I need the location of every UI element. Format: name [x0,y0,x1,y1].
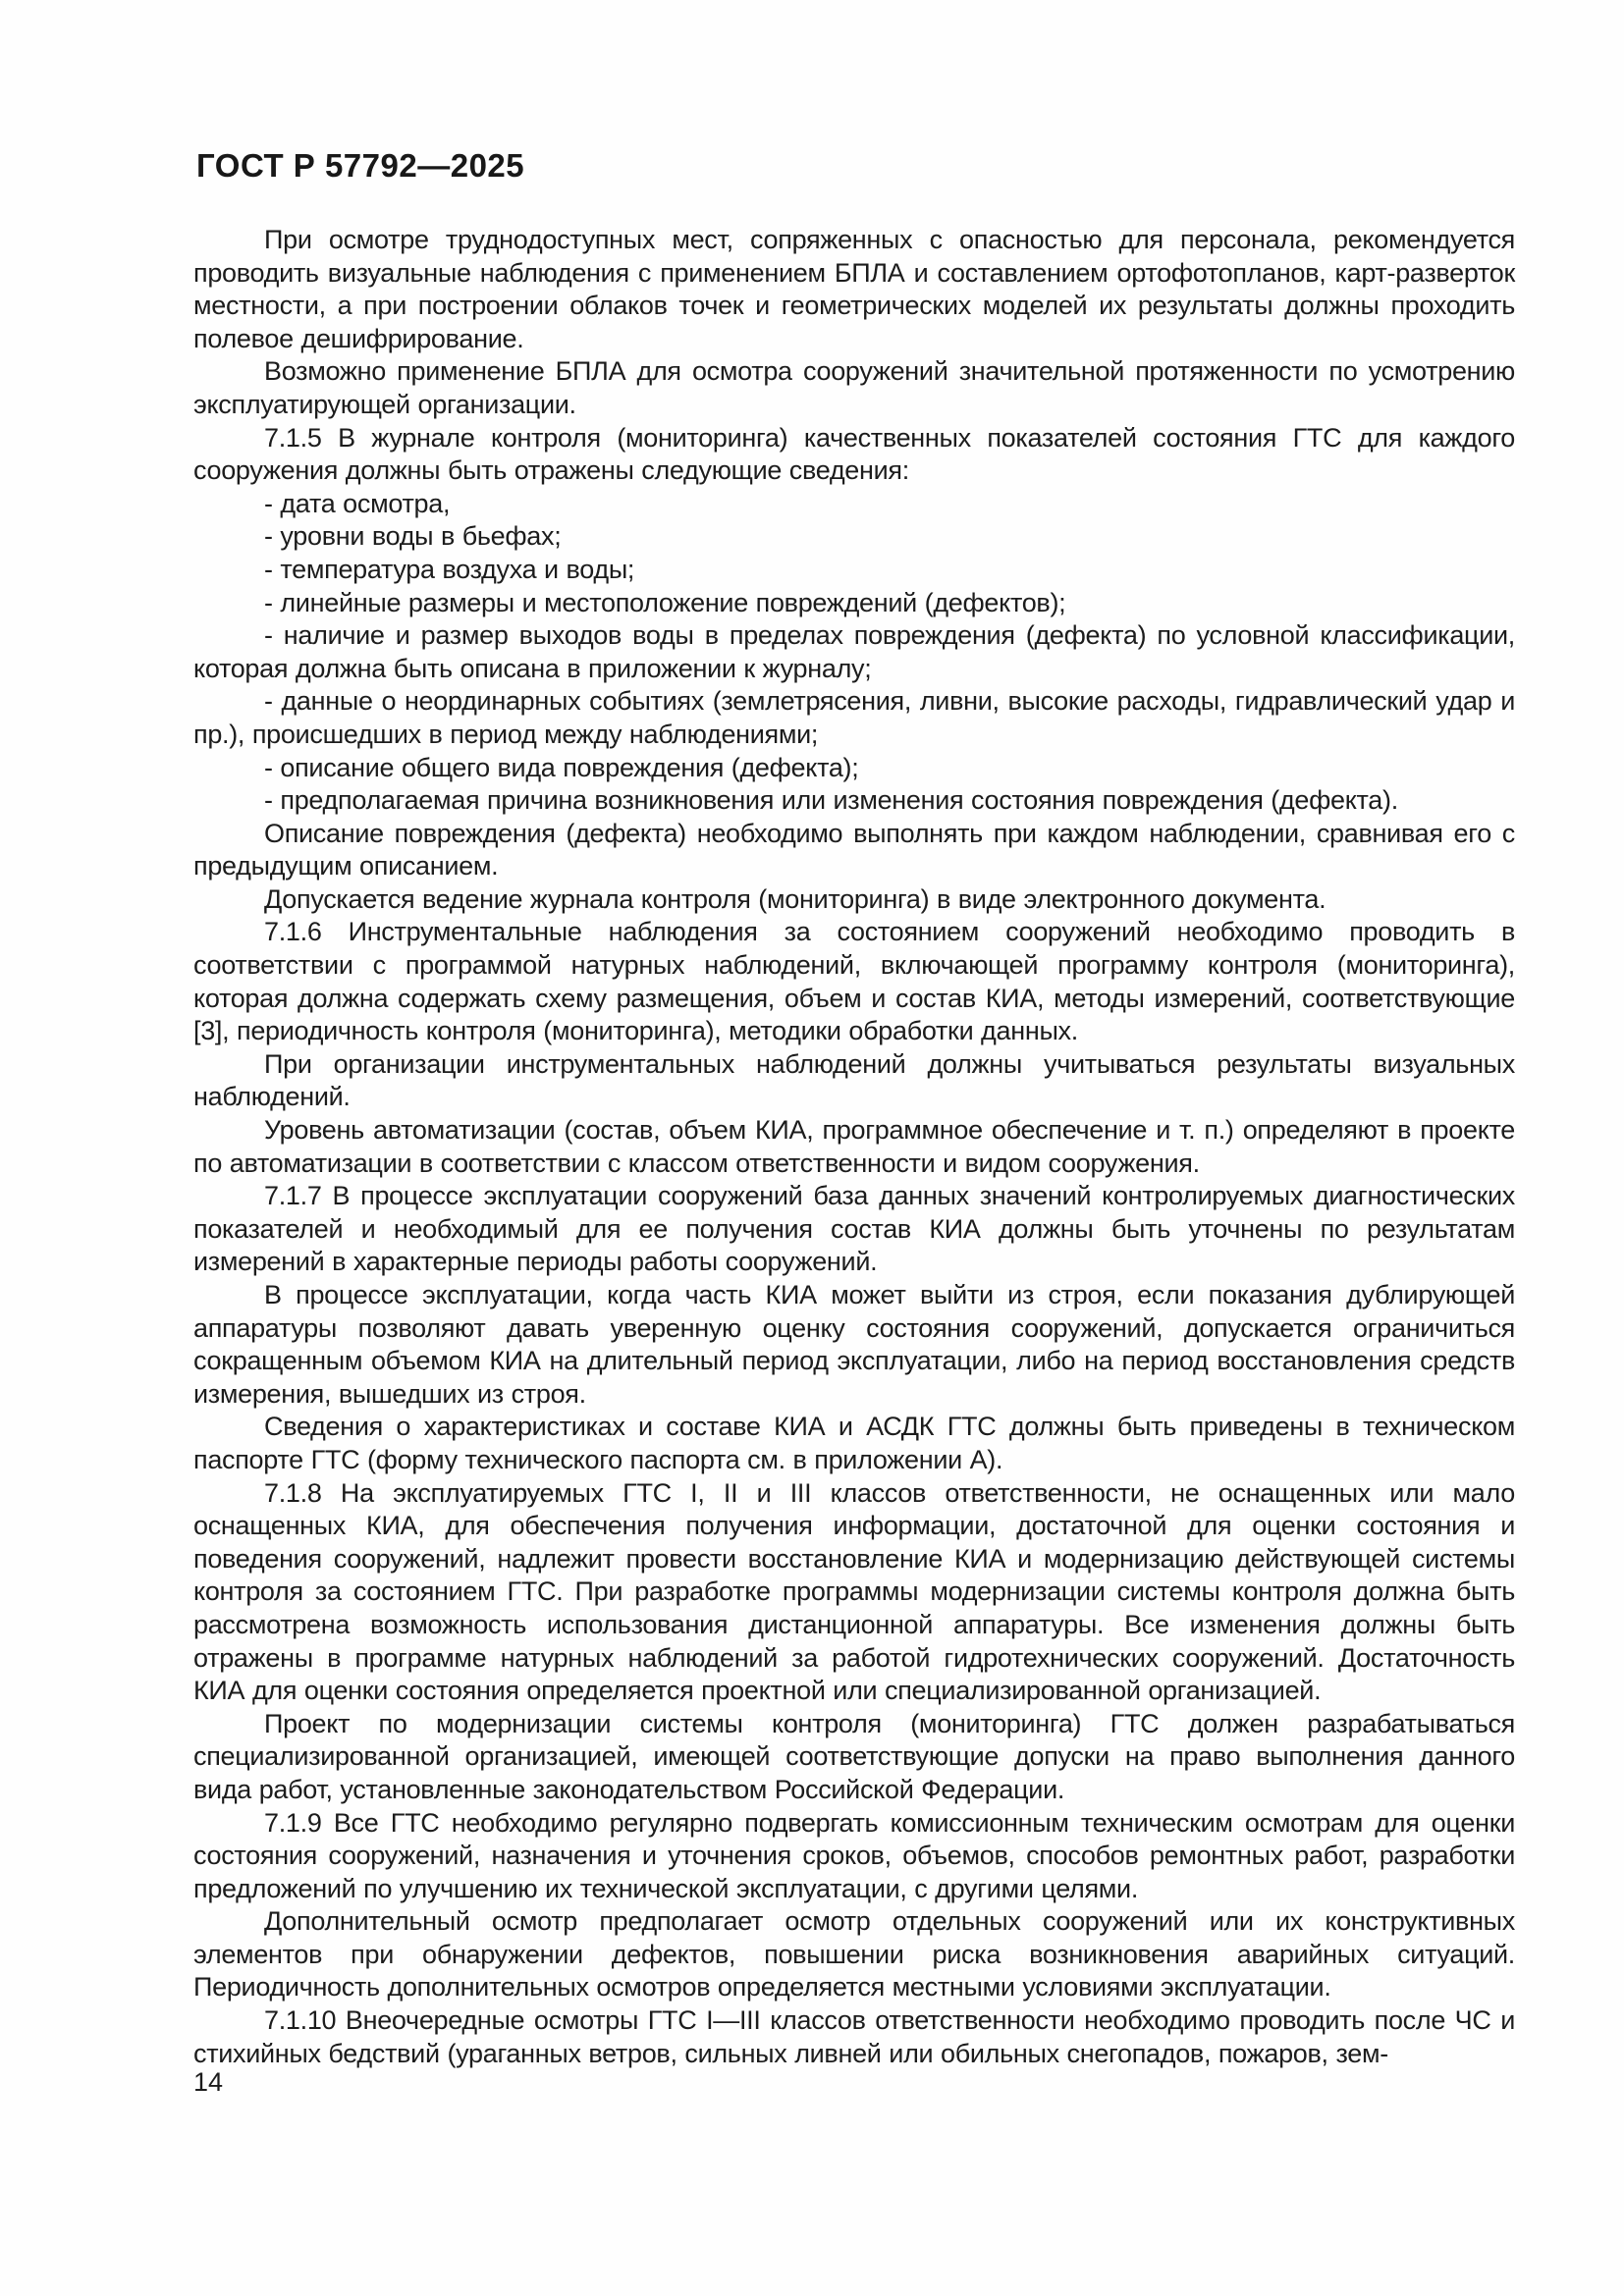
document-body [193,224,1515,2070]
paragraph: Описание повреждения (дефекта) необходимо выполнять при каждом наблюдении, сравнивая его с предыдущим описанием. [193,818,1515,881]
list-item: - данные о неординарных событиях (землетрясения, ливни, высокие расходы, гидравлический удар и пр.), происшедших в период между наблюдениями; [193,686,1515,749]
list-item: - дата осмотра, [264,488,451,518]
paragraph: 7.1.6 Инструментальные наблюдения за состоянием сооружений необходимо проводить в соответствии с программой натурных наблюдений, включающей программу контроля (мониторинга), которая должна содержать схему размещения, объем и состав КИА, методы измерений, соответствующие [3], периодичность контроля (мониторинга), методики обработки данных. [193,917,1515,1046]
list-item: - температура воздуха и воды; [264,554,635,584]
document-standard-number: ГОСТ Р 57792—2025 [196,147,525,184]
paragraph: Уровень автоматизации (состав, объем КИА, программное обеспечение и т. п.) определяют в проекте по автоматизации в соответствии с классом ответственности и видом сооружения. [193,1115,1515,1178]
paragraph: 7.1.10 Внеочередные осмотры ГТС I—III классов ответственности необходимо проводить после ЧС и стихийных бедствий (ураганных ветров, сильных ливней или обильных снегопадов, пожаров, зем- [193,2005,1515,2068]
paragraph: Дополнительный осмотр предполагает осмотр отдельных сооружений или их конструктивных элементов при обнаружении дефектов, повышении риска возникновения аварийных ситуаций. Периодичность дополнительных осмотров определяется местными условиями эксплуатации. [193,1906,1515,2002]
list-item: - линейные размеры и местоположение повреждений (дефектов); [264,587,1066,617]
list-item: - уровни воды в бьефах; [264,521,562,552]
paragraph: При осмотре труднодоступных мест, сопряженных с опасностью для персонала, рекомендуется проводить визуальные наблюдения с применением БПЛА и составлением ортофотопланов, карт-разверток местности, а при построении облаков точек и геометрических моделей их результаты должны проходить полевое дешифрирование. [193,225,1515,353]
paragraph: Сведения о характеристиках и составе КИА и АСДК ГТС должны быть приведены в техническом паспорте ГТС (форму технического паспорта см. в приложении А). [193,1412,1515,1474]
paragraph: Проект по модернизации системы контроля (мониторинга) ГТС должен разрабатываться специализированной организацией, имеющей соответствующие допуски на право выполнения данного вида работ, установленные законодательством Российской Федерации. [193,1708,1515,1804]
list-item: - описание общего вида повреждения (дефекта); [264,752,859,782]
list-item: - наличие и размер выходов воды в пределах повреждения (дефекта) по условной классификации, которая должна быть описана в приложении к журналу; [193,620,1515,683]
paragraph: В процессе эксплуатации, когда часть КИА может выйти из строя, если показания дублирующей аппаратуры позволяют давать уверенную оценку состояния сооружений, допускается ограничиться сокращенным объемом КИА на длительный период эксплуатации, либо на период восстановления средств измерения, вышедших из строя. [193,1280,1515,1409]
paragraph: 7.1.5 В журнале контроля (мониторинга) качественных показателей состояния ГТС для каждого сооружения должны быть отражены следующие сведения: [193,422,1515,486]
page-number: 14 [193,2067,224,2097]
list-item: - предполагаемая причина возникновения или изменения состояния повреждения (дефекта). [264,785,1398,816]
paragraph: Допускается ведение журнала контроля (мониторинга) в виде электронного документа. [264,883,1326,914]
paragraph: Возможно применение БПЛА для осмотра сооружений значительной протяженности по усмотрению эксплуатирующей организации. [193,356,1515,419]
paragraph: 7.1.7 В процессе эксплуатации сооружений база данных значений контролируемых диагностических показателей и необходимый для ее получения состав КИА должны быть уточнены по результатам измерений в характерные периоды работы сооружений. [193,1181,1515,1277]
paragraph: 7.1.9 Все ГТС необходимо регулярно подвергать комиссионным техническим осмотрам для оценки состояния сооружений, назначения и уточнения сроков, объемов, способов ремонтных работ, разработки предложений по улучшению их технической эксплуатации, с другими целями. [193,1807,1515,1903]
paragraph: При организации инструментальных наблюдений должны учитываться результаты визуальных наблюдений. [193,1048,1515,1112]
paragraph: 7.1.8 На эксплуатируемых ГТС I, II и III классов ответственности, не оснащенных или мало оснащенных КИА, для обеспечения получения информации, достаточной для оценки состояния и поведения сооружений, надлежит провести восстановление КИА и модернизацию действующей системы контроля за состоянием ГТС. При разработке программы модернизации системы контроля должна быть рассмотрена возможность использования дистанционной аппаратуры. Все изменения должны быть отражены в программе натурных наблюдений за работой гидротехнических сооружений. Достаточность КИА для оценки состояния определяется проектной или специализированной организацией. [193,1477,1515,1706]
